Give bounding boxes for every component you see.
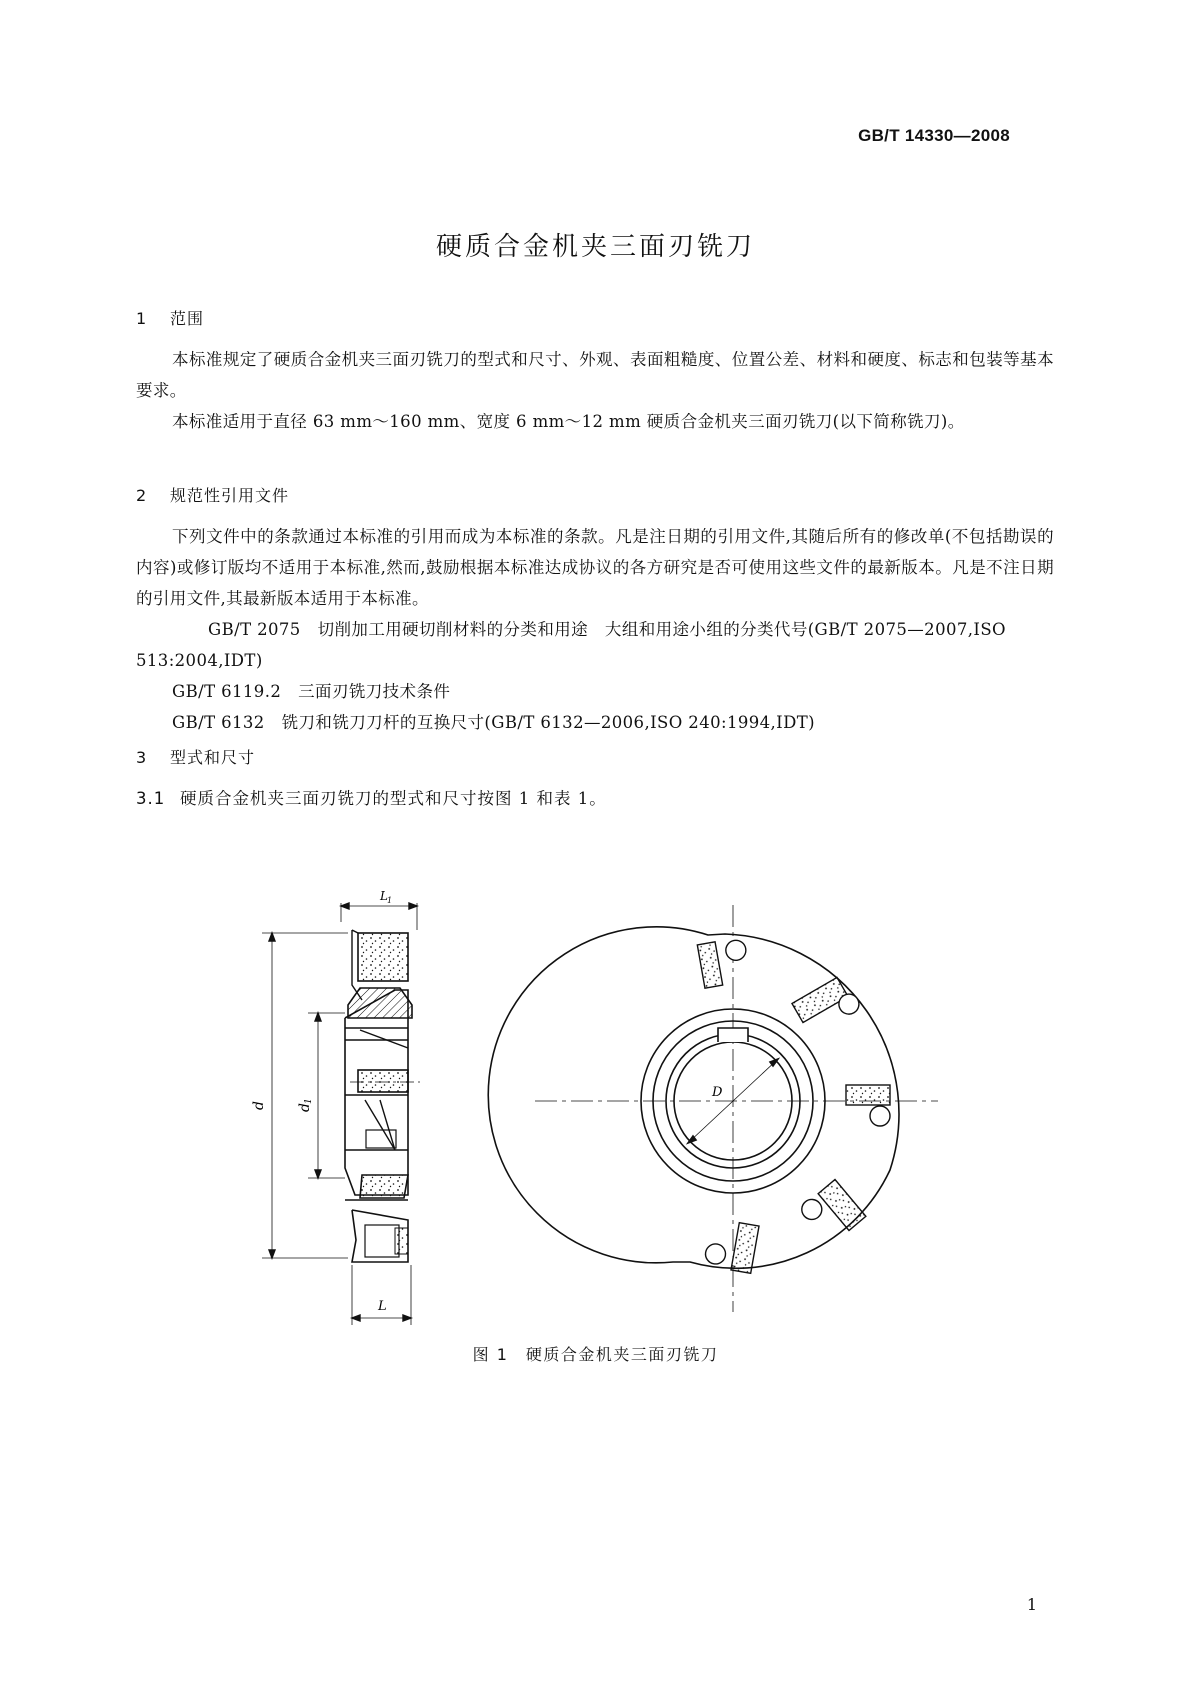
paragraph: 本标准适用于直径 63 mm～160 mm、宽度 6 mm～12 mm 硬质合金机夹三面刃铣刀(以下简称铣刀)。	[172, 412, 965, 431]
section-number: 3	[136, 748, 148, 767]
label-d1: d	[297, 1103, 313, 1112]
reference-code: GB/T 6132	[172, 713, 265, 732]
front-view-inserts	[697, 937, 890, 1274]
standard-number: GB/T 14330—2008	[858, 126, 1010, 145]
reference-title: 铣刀和铣刀刀杆的互换尺寸(GB/T 6132—2006,ISO 240:1994,IDT)	[281, 713, 815, 732]
label-L1-subscript: 1	[387, 896, 393, 905]
page-number: 1	[1026, 1595, 1037, 1614]
label-d1-subscript: 1	[304, 1098, 314, 1104]
label-d: d	[251, 1101, 267, 1110]
label-D: D	[712, 1085, 723, 1100]
label-L1: L	[380, 889, 388, 903]
reference-title: 三面刃铣刀技术条件	[298, 682, 451, 701]
section-title: 范围	[170, 309, 205, 328]
paragraph: 下列文件中的条款通过本标准的引用而成为本标准的条款。凡是注日期的引用文件,其随后所有的修改单(不包括勘误的内容)或修订版均不适用于本标准,然而,鼓励根据本标准达成协议的各方研究是否可使用这些文件的最新版本。凡是不注日期的引用文件,其最新版本适用于本标准。	[136, 527, 1054, 608]
section-title: 型式和尺寸	[170, 748, 256, 767]
subsection-text: 硬质合金机夹三面刃铣刀的型式和尺寸按图 1 和表 1。	[180, 789, 607, 808]
figure-caption: 图 1 硬质合金机夹三面刃铣刀	[472, 1345, 719, 1364]
section-title: 规范性引用文件	[170, 486, 290, 505]
reference-code: GB/T 2075	[208, 620, 301, 639]
reference-title: 切削加工用硬切削材料的分类和用途 大组和用途小组的分类代号(GB/T 2075—2007,ISO 513:2004,IDT)	[136, 620, 1006, 670]
section-number: 2	[136, 486, 148, 505]
side-view	[262, 903, 420, 1325]
paragraph: 本标准规定了硬质合金机夹三面刃铣刀的型式和尺寸、外观、表面粗糙度、位置公差、材料和硬度、标志和包装等基本要求。	[136, 350, 1054, 400]
subsection-number: 3.1	[136, 789, 166, 808]
label-L: L	[378, 1299, 387, 1314]
section-number: 1	[136, 309, 148, 328]
document-title: 硬质合金机夹三面刃铣刀	[435, 232, 755, 262]
reference-code: GB/T 6119.2	[172, 682, 282, 701]
